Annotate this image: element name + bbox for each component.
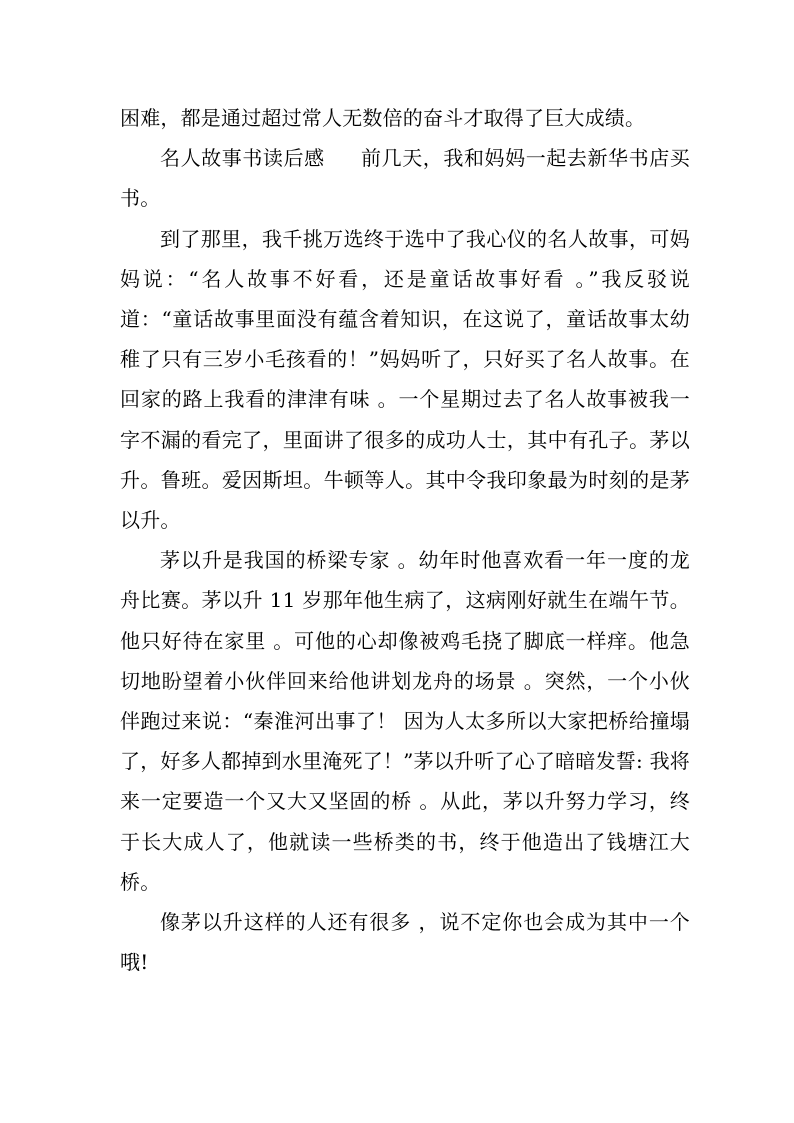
paragraph-1-text: 困难，都是通过超过常人无数倍的奋斗才取得了巨大成绩。 [120,106,646,130]
paragraph-2-text: 前几天，我和妈妈一起去新华书店买书。 [120,146,690,211]
paragraph-2 [120,138,690,218]
paragraph-3 [120,219,690,541]
document-body [120,98,690,982]
paragraph-4 [120,540,690,902]
paragraph-5 [120,902,690,982]
paragraph-3-text: 到了那里，我千挑万选终于选中了我心仪的名人故事，可妈妈说：“名人故事不好看，还是童话故事好看 。”我反驳说道：“童话故事里面没有蕴含着知识，在这说了，童话故事太幼稚了只有三岁小毛孩看的！”妈妈听了，只好买了名人故事。在回家的路上我看的津津有味 。一个星期过去了名人故事被我一字不漏的看完了，里面讲了很多的成功人士，其中有孔子。茅以升。鲁班。爱因斯坦。牛顿等人。其中令我印象最为时刻的是茅以升。 [120,226,690,533]
paragraph-4-text: 茅以升是我国的桥梁专家 。幼年时他喜欢看一年一度的龙舟比赛。茅以升 11 岁那年他生病了，这病刚好就生在端午节。他只好待在家里 。可他的心却像被鸡毛挠了脚底一样痒。他急切地盼望着小伙伴回来给他讲划龙舟的场景 。突然，一个小伙伴跑过来说：“秦淮河出事了！ 因为人太多所以大家把桥给撞塌了，好多人都掉到水里淹死了！”茅以升听了心了暗暗发誓: 我将来一定要造一个又大又坚固的桥 。从此，茅以升努力学习，终于长大成人了，他就读一些桥类的书，终于他造出了钱塘江大桥。 [120,548,690,894]
paragraph-1 [120,98,690,138]
essay-title: 名人故事书读后感 [160,146,325,171]
paragraph-5-text: 像茅以升这样的人还有很多 ，说不定你也会成为其中一个哦! [120,910,690,975]
